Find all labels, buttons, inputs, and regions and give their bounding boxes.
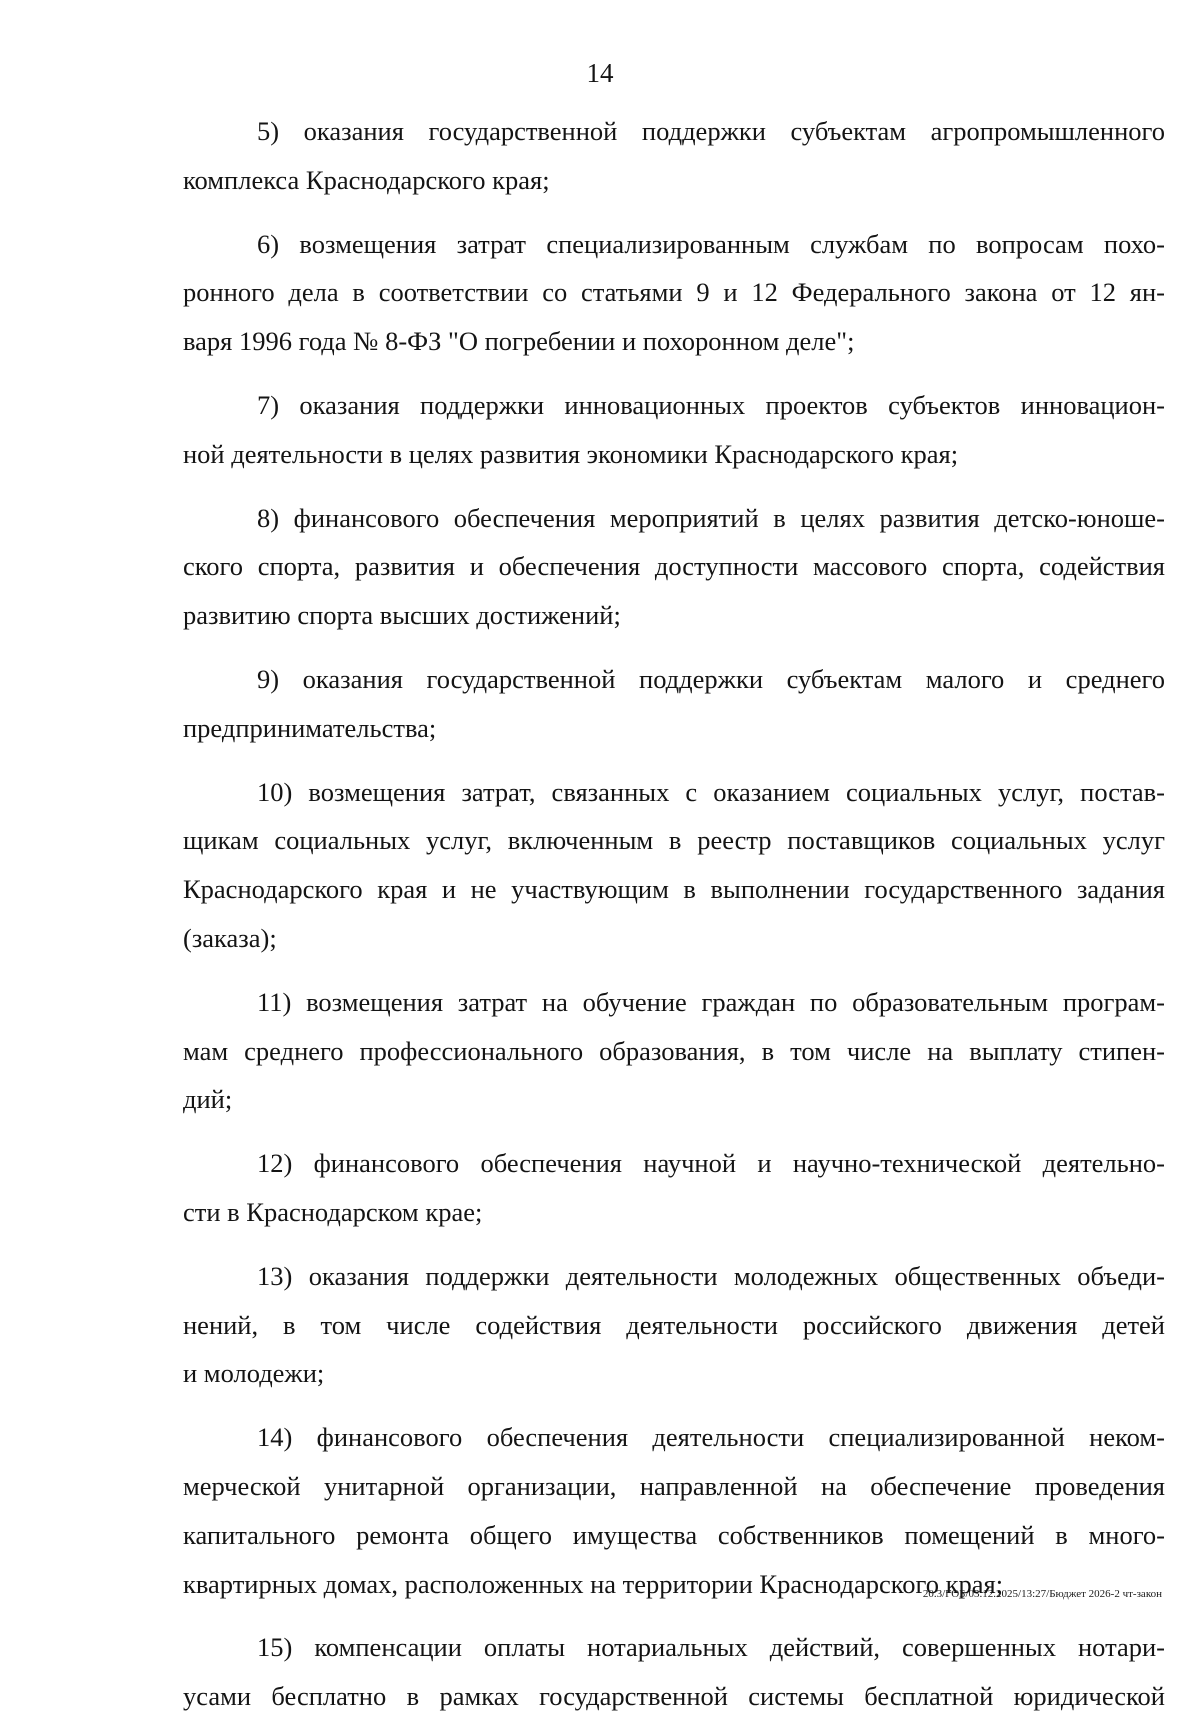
paragraph-line: 7) оказания поддержки инновационных проектов субъектов инновацион- bbox=[257, 389, 1165, 420]
paragraph-line: мам среднего профессионального образования, в том числе на выплату стипен- bbox=[183, 1035, 1165, 1066]
paragraph-line: предпринимательства; bbox=[183, 712, 437, 743]
page-number: 14 bbox=[586, 58, 614, 88]
paragraph-line: 11) возмещения затрат на обучение граждан по образовательным програм- bbox=[257, 986, 1165, 1017]
paragraph-line: мерческой унитарной организации, направленной на обеспечение проведения bbox=[183, 1470, 1165, 1501]
paragraph-line: 8) финансового обеспечения мероприятий в целях развития детско-юноше- bbox=[257, 502, 1165, 533]
paragraph-line: щикам социальных услуг, включенным в реестр поставщиков социальных услуг bbox=[183, 825, 1165, 856]
paragraph-line: нений, в том числе содействия деятельности российского движения детей bbox=[183, 1309, 1165, 1340]
paragraph-line: и молодежи; bbox=[183, 1358, 325, 1389]
paragraph-line: дий; bbox=[183, 1084, 233, 1115]
list-item-paragraph bbox=[183, 978, 1165, 1124]
list-item-paragraph bbox=[183, 494, 1165, 640]
paragraph-line: 9) оказания государственной поддержки субъектам малого и среднего bbox=[257, 663, 1165, 694]
paragraph-line: комплекса Краснодарского края; bbox=[183, 164, 550, 195]
paragraph-line: 13) оказания поддержки деятельности молодежных общественных объеди- bbox=[257, 1260, 1165, 1291]
paragraph-line: Краснодарского края и не участвующим в выполнении государственного задания bbox=[183, 874, 1165, 905]
list-item-paragraph bbox=[183, 107, 1165, 205]
list-item-paragraph bbox=[183, 768, 1165, 963]
paragraph-line: капитального ремонта общего имущества собственников помещений в много- bbox=[183, 1519, 1165, 1550]
paragraph-line: ронного дела в соответствии со статьями 9 и 12 Федерального закона от 12 ян- bbox=[183, 277, 1165, 308]
document-body bbox=[183, 107, 1165, 1736]
footer-document-code: 20.3/ГОБ/03.12.2025/13:27/Бюджет 2026-2 чт-закон bbox=[922, 1588, 1162, 1600]
list-item-paragraph bbox=[183, 220, 1165, 366]
list-item-paragraph bbox=[183, 1413, 1165, 1608]
paragraph-line: 14) финансового обеспечения деятельности специализированной неком- bbox=[257, 1422, 1165, 1453]
list-item-paragraph bbox=[183, 1139, 1165, 1237]
paragraph-line: ной деятельности в целях развития экономики Краснодарского края; bbox=[183, 438, 959, 469]
list-item-paragraph bbox=[183, 655, 1165, 753]
paragraph-line: сти в Краснодарском крае; bbox=[183, 1196, 483, 1227]
paragraph-line: 6) возмещения затрат специализированным службам по вопросам похо- bbox=[257, 228, 1165, 259]
paragraph-line: 10) возмещения затрат, связанных с оказанием социальных услуг, постав- bbox=[257, 776, 1165, 807]
paragraph-line: (заказа); bbox=[183, 922, 277, 953]
paragraph-line: развитию спорта высших достижений; bbox=[183, 600, 621, 631]
list-item-paragraph bbox=[183, 1623, 1165, 1721]
paragraph-line: квартирных домах, расположенных на территории Краснодарского края; bbox=[183, 1568, 1004, 1599]
paragraph-line: 12) финансового обеспечения научной и научно-технической деятельно- bbox=[257, 1148, 1165, 1179]
list-item-paragraph bbox=[183, 1252, 1165, 1398]
paragraph-line: ского спорта, развития и обеспечения доступности массового спорта, содействия bbox=[183, 551, 1165, 582]
paragraph-line: усами бесплатно в рамках государственной системы бесплатной юридической bbox=[183, 1681, 1165, 1712]
list-item-paragraph bbox=[183, 381, 1165, 479]
paragraph-line: 15) компенсации оплаты нотариальных действий, совершенных нотари- bbox=[257, 1632, 1165, 1663]
paragraph-line: 5) оказания государственной поддержки субъектам агропромышленного bbox=[257, 116, 1165, 146]
paragraph-line: варя 1996 года № 8-ФЗ "О погребении и похоронном деле"; bbox=[183, 326, 855, 357]
